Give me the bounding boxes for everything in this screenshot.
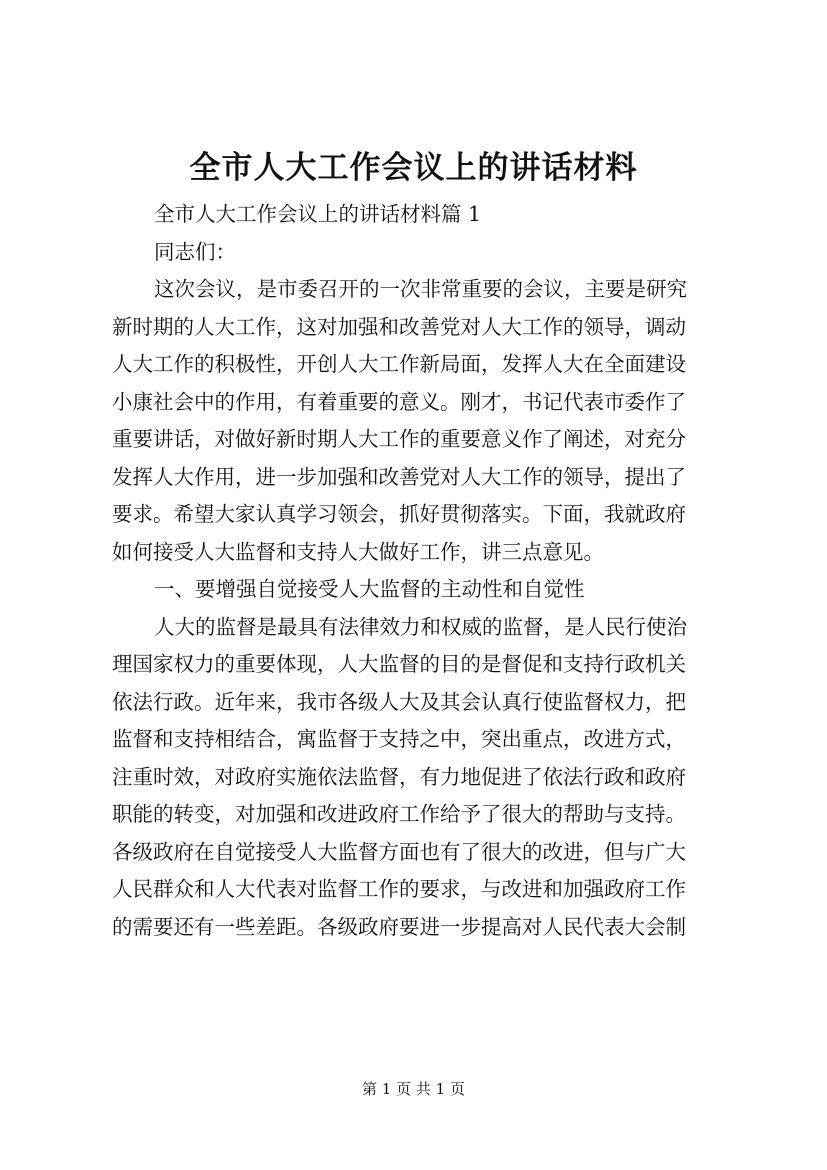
paragraph-line: 人大工作的积极性，开创人大工作新局面，发挥人大在全面建设 [112, 352, 686, 376]
subtitle-line: 全市人大工作会议上的讲话材料篇 1 [154, 202, 482, 226]
page-number-footer: 第 1 页 共 1 页 [362, 1080, 465, 1098]
paragraph-line: 监督和支持相结合，寓监督于支持之中，突出重点，改进方式， [112, 727, 686, 751]
paragraph-line: 人大的监督是最具有法律效力和权威的监督，是人民行使治 [154, 614, 687, 639]
salutation-line: 同志们： [154, 239, 236, 264]
section-heading: 一、要增强自觉接受人大监督的主动性和自觉性 [154, 577, 585, 601]
paragraph-line: 重要讲话，对做好新时期人大工作的重要意义作了阐述，对充分 [112, 427, 686, 451]
paragraph-line: 注重时效，对政府实施依法监督，有力地促进了依法行政和政府 [112, 764, 686, 789]
paragraph-line: 新时期的人大工作，这对加强和改善党对人大工作的领导，调动 [112, 314, 686, 339]
paragraph-line: 要求。希望大家认真学习领会，抓好贯彻落实。下面，我就政府 [112, 502, 686, 526]
paragraph-line: 人民群众和人大代表对监督工作的要求，与改进和加强政府工作 [112, 877, 686, 901]
paragraph-line: 发挥人大作用，进一步加强和改善党对人大工作的领导，提出了 [112, 464, 686, 489]
paragraph-line: 职能的转变，对加强和改进政府工作给予了很大的帮助与支持。 [112, 802, 686, 826]
document-body [112, 196, 732, 946]
paragraph-line: 依法行政。近年来，我市各级人大及其会认真行使监督权力，把 [112, 689, 686, 714]
document-title: 全市人大工作会议上的讲话材料 [189, 150, 638, 186]
paragraph-line: 的需要还有一些差距。各级政府要进一步提高对人民代表大会制 [112, 914, 686, 939]
paragraph-line: 各级政府在自觉接受人大监督方面也有了很大的改进，但与广大 [112, 839, 686, 864]
paragraph-line: 如何接受人大监督和支持人大做好工作，讲三点意见。 [112, 539, 604, 564]
paragraph-line: 小康社会中的作用，有着重要的意义。刚才，书记代表市委作了 [112, 389, 686, 414]
paragraph-line: 这次会议，是市委召开的一次非常重要的会议，主要是研究 [154, 277, 687, 301]
paragraph-line: 理国家权力的重要体现，人大监督的目的是督促和支持行政机关 [112, 652, 686, 676]
